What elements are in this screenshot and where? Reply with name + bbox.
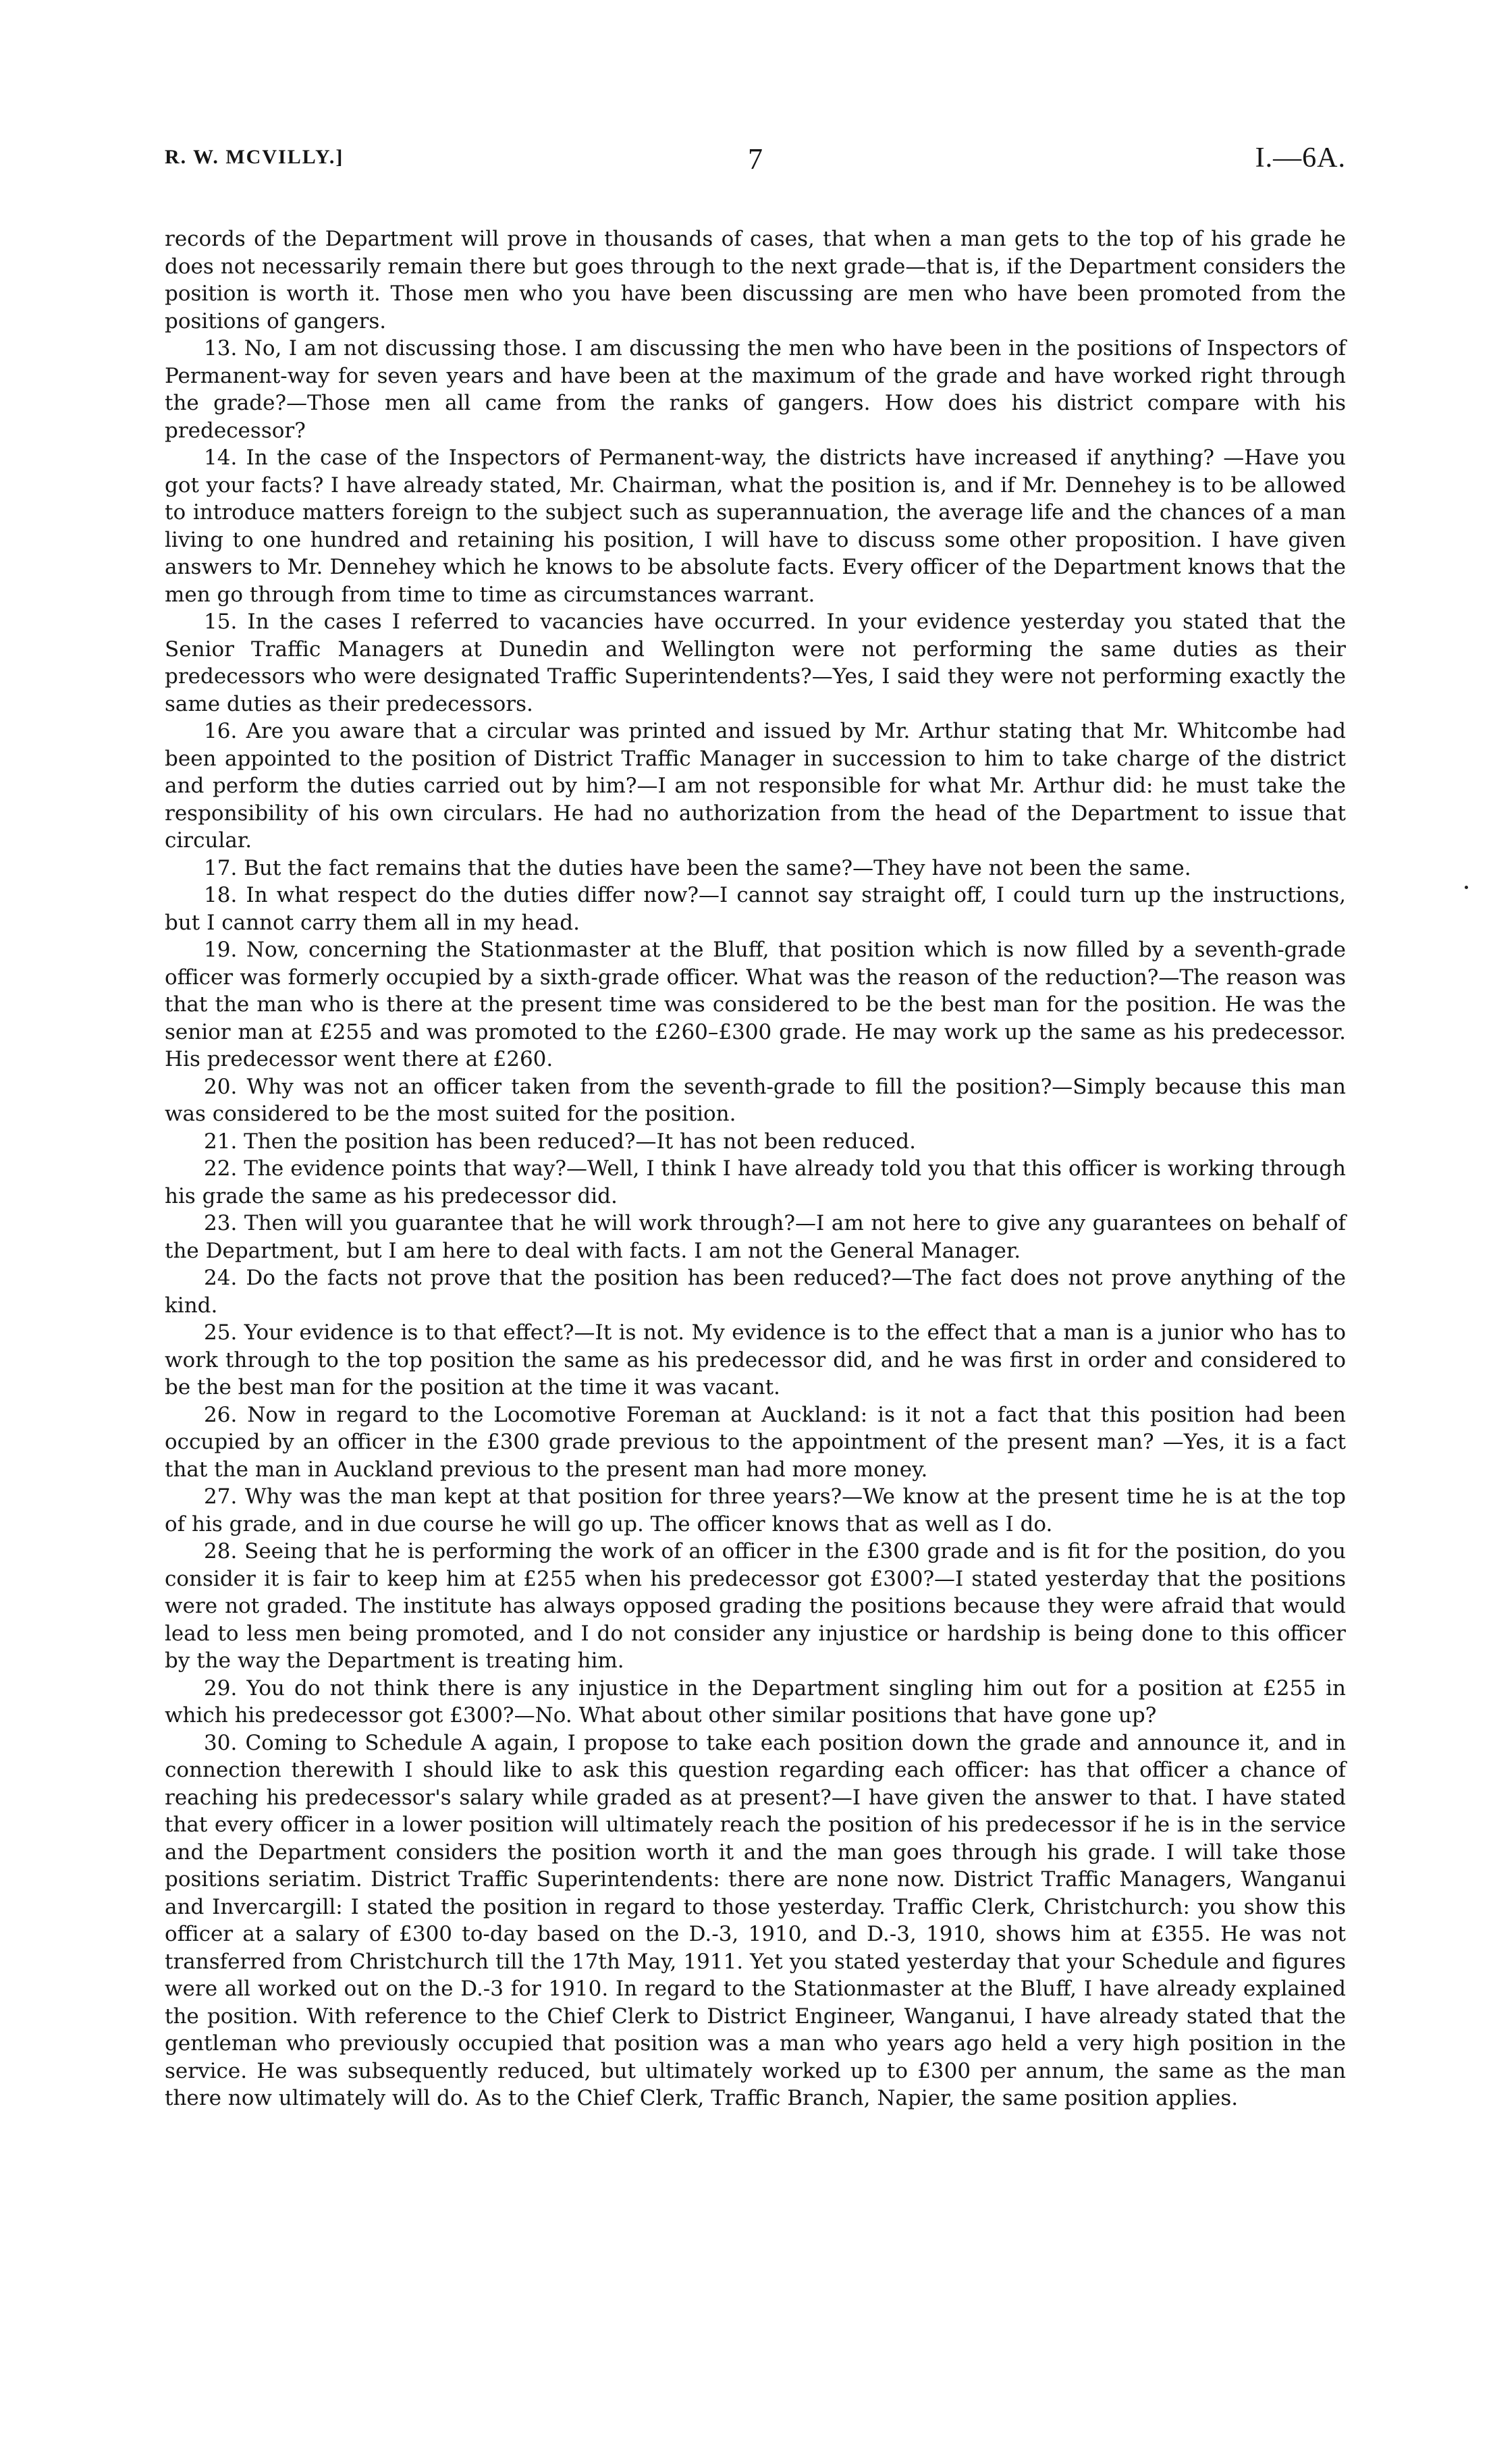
paragraph-13: 13. No, I am not discussing those. I am discussing the men who have been in the positions of Inspectors of Permanent-way for seven years and have been at the maximum of the grade and have worked right through the grade?—Those men all came from the ranks of gangers. How does his district compare with his predecessor?	[165, 336, 1346, 443]
paragraph-23: 23. Then will you guarantee that he will work through?—I am not here to give any guarantees on behalf of the Department, but I am here to deal with facts. I am not the General Manager.	[165, 1211, 1346, 1263]
paragraph-22: 22. The evidence points that way?—Well, I think I have already told you that this officer is working through his grade the same as his predecessor did.	[165, 1156, 1346, 1208]
page-header	[165, 142, 1346, 182]
header-page-number: 7	[748, 142, 763, 176]
paragraph-17: 17. But the fact remains that the duties have been the same?—They have not been the same.	[204, 855, 1191, 880]
paragraph-27: 27. Why was the man kept at that position for three years?—We know at the present time he is at the top of his grade, and in due course he will go up. The officer knows that as well as I do.	[165, 1484, 1346, 1536]
paragraph-15: 15. In the cases I referred to vacancies have occurred. In your evidence yesterday you stated that the Senior Traffic Managers at Dunedin and Wellington were not performing the same duties as their predecessors who were designated Traffic Superintendents?—Yes, I said they were not performing exactly the same duties as their predecessors.	[165, 610, 1346, 716]
paragraph-19: 19. Now, concerning the Stationmaster at the Bluff, that position which is now filled by a seventh-grade officer was formerly occupied by a sixth-grade officer. What was the reason of the reduction?—The reason was that the man who is there at the present time was considered to be the best man for the position. He was the senior man at £255 and was promoted to the £260–£300 grade. He may work up the same as his predecessor. His predecessor went there at £260.	[165, 938, 1346, 1071]
paragraph-26: 26. Now in regard to the Locomotive Foreman at Auckland: is it not a fact that this position had been occupied by an officer in the £300 grade previous to the appointment of the present man? —Yes, it is a fact that the man in Auckland previous to the present man had more money.	[165, 1402, 1346, 1482]
header-witness-name: R. W. MCVILLY.]	[165, 146, 344, 168]
paragraph-18: 18. In what respect do the duties differ now?—I cannot say straight off, I could turn up the instructions, but I cannot carry them all in my head.	[165, 883, 1346, 935]
paragraph-30: 30. Coming to Schedule A again, I propose to take each position down the grade and announce it, and in connection therewith I should like to ask this question regarding each officer: has that officer a chance of reaching his predecessor's salary while graded as at present?—I have given the answer to that. I have stated that every officer in a lower position will ultimately reach the position of his predecessor if he is in the service and the Department considers the position worth it and the man goes through his grade. I will take those positions seriatim. District Traffic Superintendents: there are none now. District Traffic Managers, Wanganui and Invercargill: I stated the position in regard to those yesterday. Traffic Clerk, Christchurch: you show this officer at a salary of £300 to-day based on the D.-3, 1910, and D.-3, 1910, shows him at £355. He was not transferred from Christchurch till the 17th May, 1911. Yet you stated yesterday that your Schedule and figures were all worked out on the D.-3 for 1910. In regard to the Stationmaster at the Bluff, I have already explained the position. With reference to the Chief Clerk to District Engineer, Wanganui, I have already stated that the gentleman who previously occupied that position was a man who years ago held a very high position in the service. He was subsequently reduced, but ultimately worked up to £300 per annum, the same as the man there now ultimately will do. As to the Chief Clerk, Traffic Branch, Napier, the same position applies.	[165, 1730, 1346, 2110]
paragraph-29: 29. You do not think there is any injustice in the Department singling him out for a position at £255 in which his predecessor got £300?—No. What about other similar positions that have gone up?	[165, 1676, 1346, 1728]
paragraph-20: 20. Why was not an officer taken from the seventh-grade to fill the position?—Simply because this man was considered to be the most suited for the position.	[165, 1074, 1346, 1126]
document-body	[165, 225, 1346, 2112]
header-document-reference: I.—6A.	[1255, 142, 1346, 173]
document-page	[165, 142, 1346, 2112]
paragraph-28: 28. Seeing that he is performing the work of an officer in the £300 grade and is fit for the position, do you consider it is fair to keep him at £255 when his predecessor got £300?—I stated yesterday that the positions were not graded. The institute has always opposed grading the positions because they were afraid that would lead to less men being promoted, and I do not consider any injustice or hardship is being done to this officer by the way the Department is treating him.	[165, 1539, 1346, 1673]
paragraph-16: 16. Are you aware that a circular was printed and issued by Mr. Arthur stating that Mr. Whitcombe had been appointed to the position of District Traffic Manager in succession to him to take charge of the district and perform the duties carried out by him?—I am not responsible for what Mr. Arthur did: he must take the responsibility of his own circulars. He had no authorization from the head of the Department to issue that circular.	[165, 719, 1346, 853]
paragraph-continuation: records of the Department will prove in thousands of cases, that when a man gets to the top of his grade he does not necessarily remain there but goes through to the next grade—that is, if the Department considers the position is worth it. Those men who you have been discussing are men who have been promoted from the positions of gangers.	[165, 227, 1346, 333]
margin-mark	[1465, 886, 1468, 889]
paragraph-14: 14. In the case of the Inspectors of Permanent-way, the districts have increased if anything? —Have you got your facts? I have already stated, Mr. Chairman, what the position is, and if Mr. Dennehey is to be allowed to introduce matters foreign to the subject such as superannuation, the average life and the chances of a man living to one hundred and retaining his position, I will have to discuss some other proposition. I have given answers to Mr. Dennehey which he knows to be absolute facts. Every officer of the Department knows that the men go through from time to time as circumstances warrant.	[165, 446, 1346, 607]
paragraph-25: 25. Your evidence is to that effect?—It is not. My evidence is to the effect that a man is a junior who has to work through to the top position the same as his predecessor did, and he was first in order and considered to be the best man for the position at the time it was vacant.	[165, 1320, 1346, 1399]
paragraph-21: 21. Then the position has been reduced?—It has not been reduced.	[204, 1129, 916, 1154]
paragraph-24: 24. Do the facts not prove that the position has been reduced?—The fact does not prove anything of the kind.	[165, 1266, 1346, 1318]
